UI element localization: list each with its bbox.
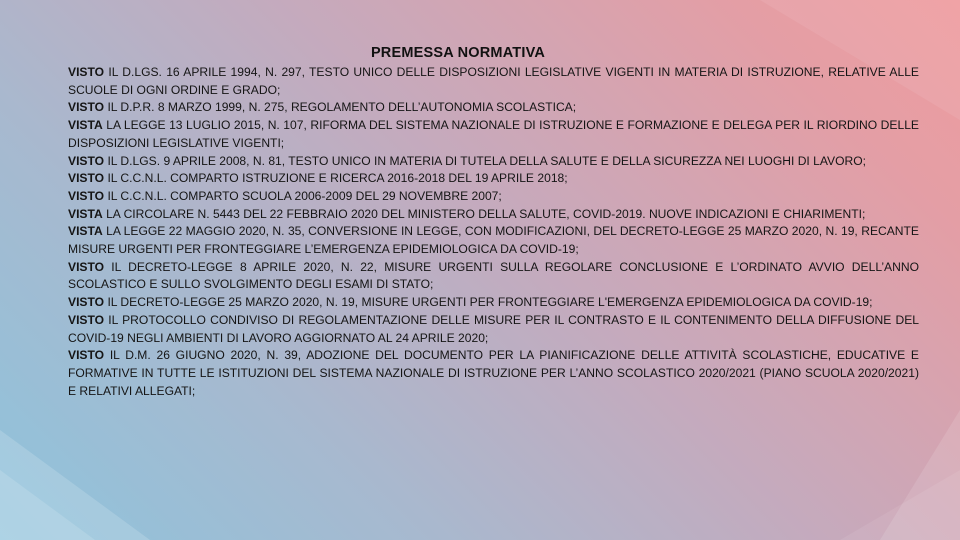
paragraph-keyword: VISTO — [68, 312, 105, 327]
paragraph-text: IL PROTOCOLLO CONDIVISO DI REGOLAMENTAZIONE DELLE MISURE PER IL CONTRASTO E IL CONTENIMENTO DELLA DIFFUSIONE DEL COVID-19 NEGLI AMBIENTI DI LAVORO AGGIORNATO AL 24 APRILE 2020; — [68, 312, 919, 345]
paragraph-keyword: VISTA — [68, 224, 103, 239]
paragraph — [68, 188, 919, 206]
paragraph-keyword: VISTO — [68, 171, 105, 186]
paragraph — [68, 259, 919, 294]
paragraph — [68, 99, 919, 117]
paragraph — [68, 312, 919, 347]
paragraph-text: LA LEGGE 22 MAGGIO 2020, N. 35, CONVERSIONE IN LEGGE, CON MODIFICAZIONI, DEL DECRETO-LEGGE 25 MARZO 2020, N. 19, RECANTE MISURE URGENTI PER FRONTEGGIARE L’EMERGENZA EPIDEMIOLOGICA DA COVID-19; — [68, 224, 919, 257]
paragraph-keyword: VISTO — [68, 348, 105, 363]
paragraph-keyword: VISTO — [68, 295, 105, 310]
paragraph-text: IL D.P.R. 8 MARZO 1999, N. 275, REGOLAMENTO DELL’AUTONOMIA SCOLASTICA; — [104, 100, 577, 115]
paragraph-text: IL C.C.N.L. COMPARTO ISTRUZIONE E RICERCA 2016-2018 DEL 19 APRILE 2018; — [104, 171, 568, 186]
paragraph — [68, 294, 919, 312]
page-title: PREMESSA NORMATIVA — [370, 45, 546, 61]
paragraph-text: IL DECRETO-LEGGE 25 MARZO 2020, N. 19, MISURE URGENTI PER FRONTEGGIARE L'EMERGENZA EPIDEMIOLOGICA DA COVID-19; — [104, 295, 873, 310]
paragraph-keyword: VISTA — [68, 206, 103, 221]
paragraph-text: LA CIRCOLARE N. 5443 DEL 22 FEBBRAIO 2020 DEL MINISTERO DELLA SALUTE, COVID-2019. NUOVE INDICAZIONI E CHIARIMENTI; — [102, 206, 866, 221]
paragraph-text: IL D.LGS. 9 APRILE 2008, N. 81, TESTO UNICO IN MATERIA DI TUTELA DELLA SALUTE E DELLA SICUREZZA NEI LUOGHI DI LAVORO; — [104, 153, 867, 168]
paragraph-text: IL C.C.N.L. COMPARTO SCUOLA 2006-2009 DEL 29 NOVEMBRE 2007; — [104, 188, 502, 203]
paragraph — [68, 64, 919, 99]
text-body — [68, 64, 919, 400]
paragraph-text: LA LEGGE 13 LUGLIO 2015, N. 107, RIFORMA DEL SISTEMA NAZIONALE DI ISTRUZIONE E FORMAZIONE E DELEGA PER IL RIORDINO DELLE DISPOSIZIONI LEGISLATIVE VIGENTI; — [68, 118, 919, 150]
paragraph — [68, 153, 919, 171]
paragraph-text: IL DECRETO-LEGGE 8 APRILE 2020, N. 22, MISURE URGENTI SULLA REGOLARE CONCLUSIONE E L’ORDINATO AVVIO DELL’ANNO SCOLASTICO E SULLO SVOLGIMENTO DEGLI ESAMI DI STATO; — [68, 259, 919, 292]
paragraph-text: IL D.LGS. 16 APRILE 1994, N. 297, TESTO UNICO DELLE DISPOSIZIONI LEGISLATIVE VIGENTI IN MATERIA DI ISTRUZIONE, RELATIVE ALLE SCUOLE DI OGNI ORDINE E GRADO; — [68, 65, 919, 97]
paragraph-keyword: VISTO — [68, 259, 105, 274]
paragraph-keyword: VISTO — [68, 153, 105, 168]
paragraph-text: IL D.M. 26 GIUGNO 2020, N. 39, ADOZIONE DEL DOCUMENTO PER LA PIANIFICAZIONE DELLE ATTIVITÀ SCOLASTICHE, EDUCATIVE E FORMATIVE IN TUTTE LE ISTITUZIONI DEL SISTEMA NAZIONALE DI ISTRUZIONE PER L’ANNO SCOLASTICO 2020/2021 (PIANO SCUOLA 2020/2021) E RELATIVI ALLEGATI; — [68, 348, 919, 398]
paragraph-keyword: VISTO — [68, 100, 105, 115]
paragraph — [68, 223, 919, 258]
paragraph — [68, 117, 919, 152]
paragraph — [68, 170, 919, 188]
paragraph-keyword: VISTA — [68, 118, 103, 133]
paragraph-keyword: VISTO — [68, 65, 105, 79]
paragraph — [68, 206, 919, 224]
paragraph — [68, 347, 919, 400]
paragraph-keyword: VISTO — [68, 188, 105, 203]
